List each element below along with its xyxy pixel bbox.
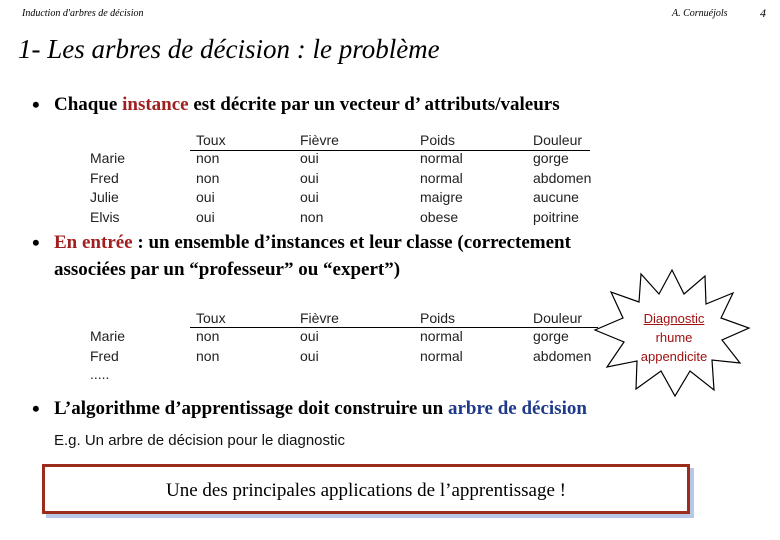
table-cell: non: [196, 150, 220, 166]
bullet-1-prefix: Chaque: [54, 94, 123, 115]
bullet-1: [54, 94, 560, 116]
table-row-name: Marie: [90, 150, 126, 166]
table-cell: normal: [420, 347, 463, 364]
table-1-header-rule: [190, 150, 590, 151]
table-cell: obese: [420, 208, 459, 225]
table-row-name: Elvis: [90, 208, 120, 225]
bullet-1-highlight: instance: [122, 94, 189, 115]
bullet-2-suffix: : un ensemble d’instances et leur classe (correctement: [132, 232, 571, 253]
highlight-box: [42, 464, 690, 514]
highlight-box-text: Une des principales applications de l’apprentissage !: [166, 480, 566, 501]
table-cell: maigre: [420, 189, 463, 205]
table-row-name: Fred: [90, 347, 119, 364]
bullet-2-line-2: associées par un “professeur” ou “expert”): [54, 259, 401, 280]
bullet-3-highlight: arbre de décision: [447, 398, 587, 419]
table-cell: oui: [300, 169, 319, 186]
table-row-name: Julie: [90, 189, 119, 205]
bullet-3: [54, 398, 587, 420]
page-number: 4: [760, 6, 766, 20]
bullet-2-line-1: [54, 232, 571, 254]
header-title: Induction d'arbres de décision: [22, 8, 144, 19]
table-cell: non: [300, 208, 324, 225]
bullet-2-highlight: En entrée: [54, 232, 133, 253]
diagnostic-header-label: Diagnostic: [643, 311, 705, 326]
table-2-header-douleur: Douleur: [533, 310, 583, 326]
table-cell: oui: [196, 208, 215, 225]
table-1-header-toux: Toux: [196, 132, 226, 148]
table-2-header-poids: Poids: [420, 310, 456, 326]
table-cell: non: [196, 347, 220, 364]
bullet-marker: •: [32, 92, 40, 117]
table-cell: aucune: [533, 189, 579, 205]
table-1-header-fievre: Fièvre: [300, 132, 339, 148]
table-cell: abdomen: [533, 347, 592, 364]
table-cell: gorge: [533, 328, 569, 344]
table-cell: oui: [300, 150, 319, 166]
bullet-marker: •: [32, 396, 40, 421]
table-cell: oui: [300, 189, 319, 205]
table-cell: normal: [420, 328, 463, 344]
table-ellipsis: .....: [90, 366, 110, 382]
diagnostic-value: appendicite: [640, 349, 708, 364]
table-cell: oui: [300, 328, 319, 344]
diagnostic-header: [636, 309, 712, 328]
table-2-header-toux: Toux: [196, 310, 226, 326]
table-cell: normal: [420, 169, 463, 186]
example-text: E.g. Un arbre de décision pour le diagnostic: [54, 432, 346, 449]
bullet-marker: •: [32, 230, 40, 255]
table-cell: oui: [196, 189, 215, 205]
table-cell: non: [196, 169, 220, 186]
table-cell: normal: [420, 150, 463, 166]
table-row-name: Fred: [90, 169, 119, 186]
bullet-1-suffix: est décrite par un vecteur d’ attributs/valeurs: [188, 94, 560, 115]
diagnostic-value: rhume: [655, 330, 693, 345]
slide-title: 1- Les arbres de décision : le problème: [18, 34, 440, 64]
table-cell: poitrine: [533, 208, 579, 225]
table-2-header-fievre: Fièvre: [300, 310, 339, 326]
bullet-3-prefix: L’algorithme d’apprentissage doit construire un: [54, 398, 448, 419]
table-1-header-poids: Poids: [420, 132, 456, 148]
table-1-header-douleur: Douleur: [533, 132, 583, 148]
table-row-name: Marie: [90, 328, 126, 344]
table-cell: non: [196, 328, 220, 344]
header-author: A. Cornuéjols: [672, 8, 728, 19]
table-cell: oui: [300, 347, 319, 364]
table-cell: gorge: [533, 150, 569, 166]
table-cell: abdomen: [533, 169, 592, 186]
